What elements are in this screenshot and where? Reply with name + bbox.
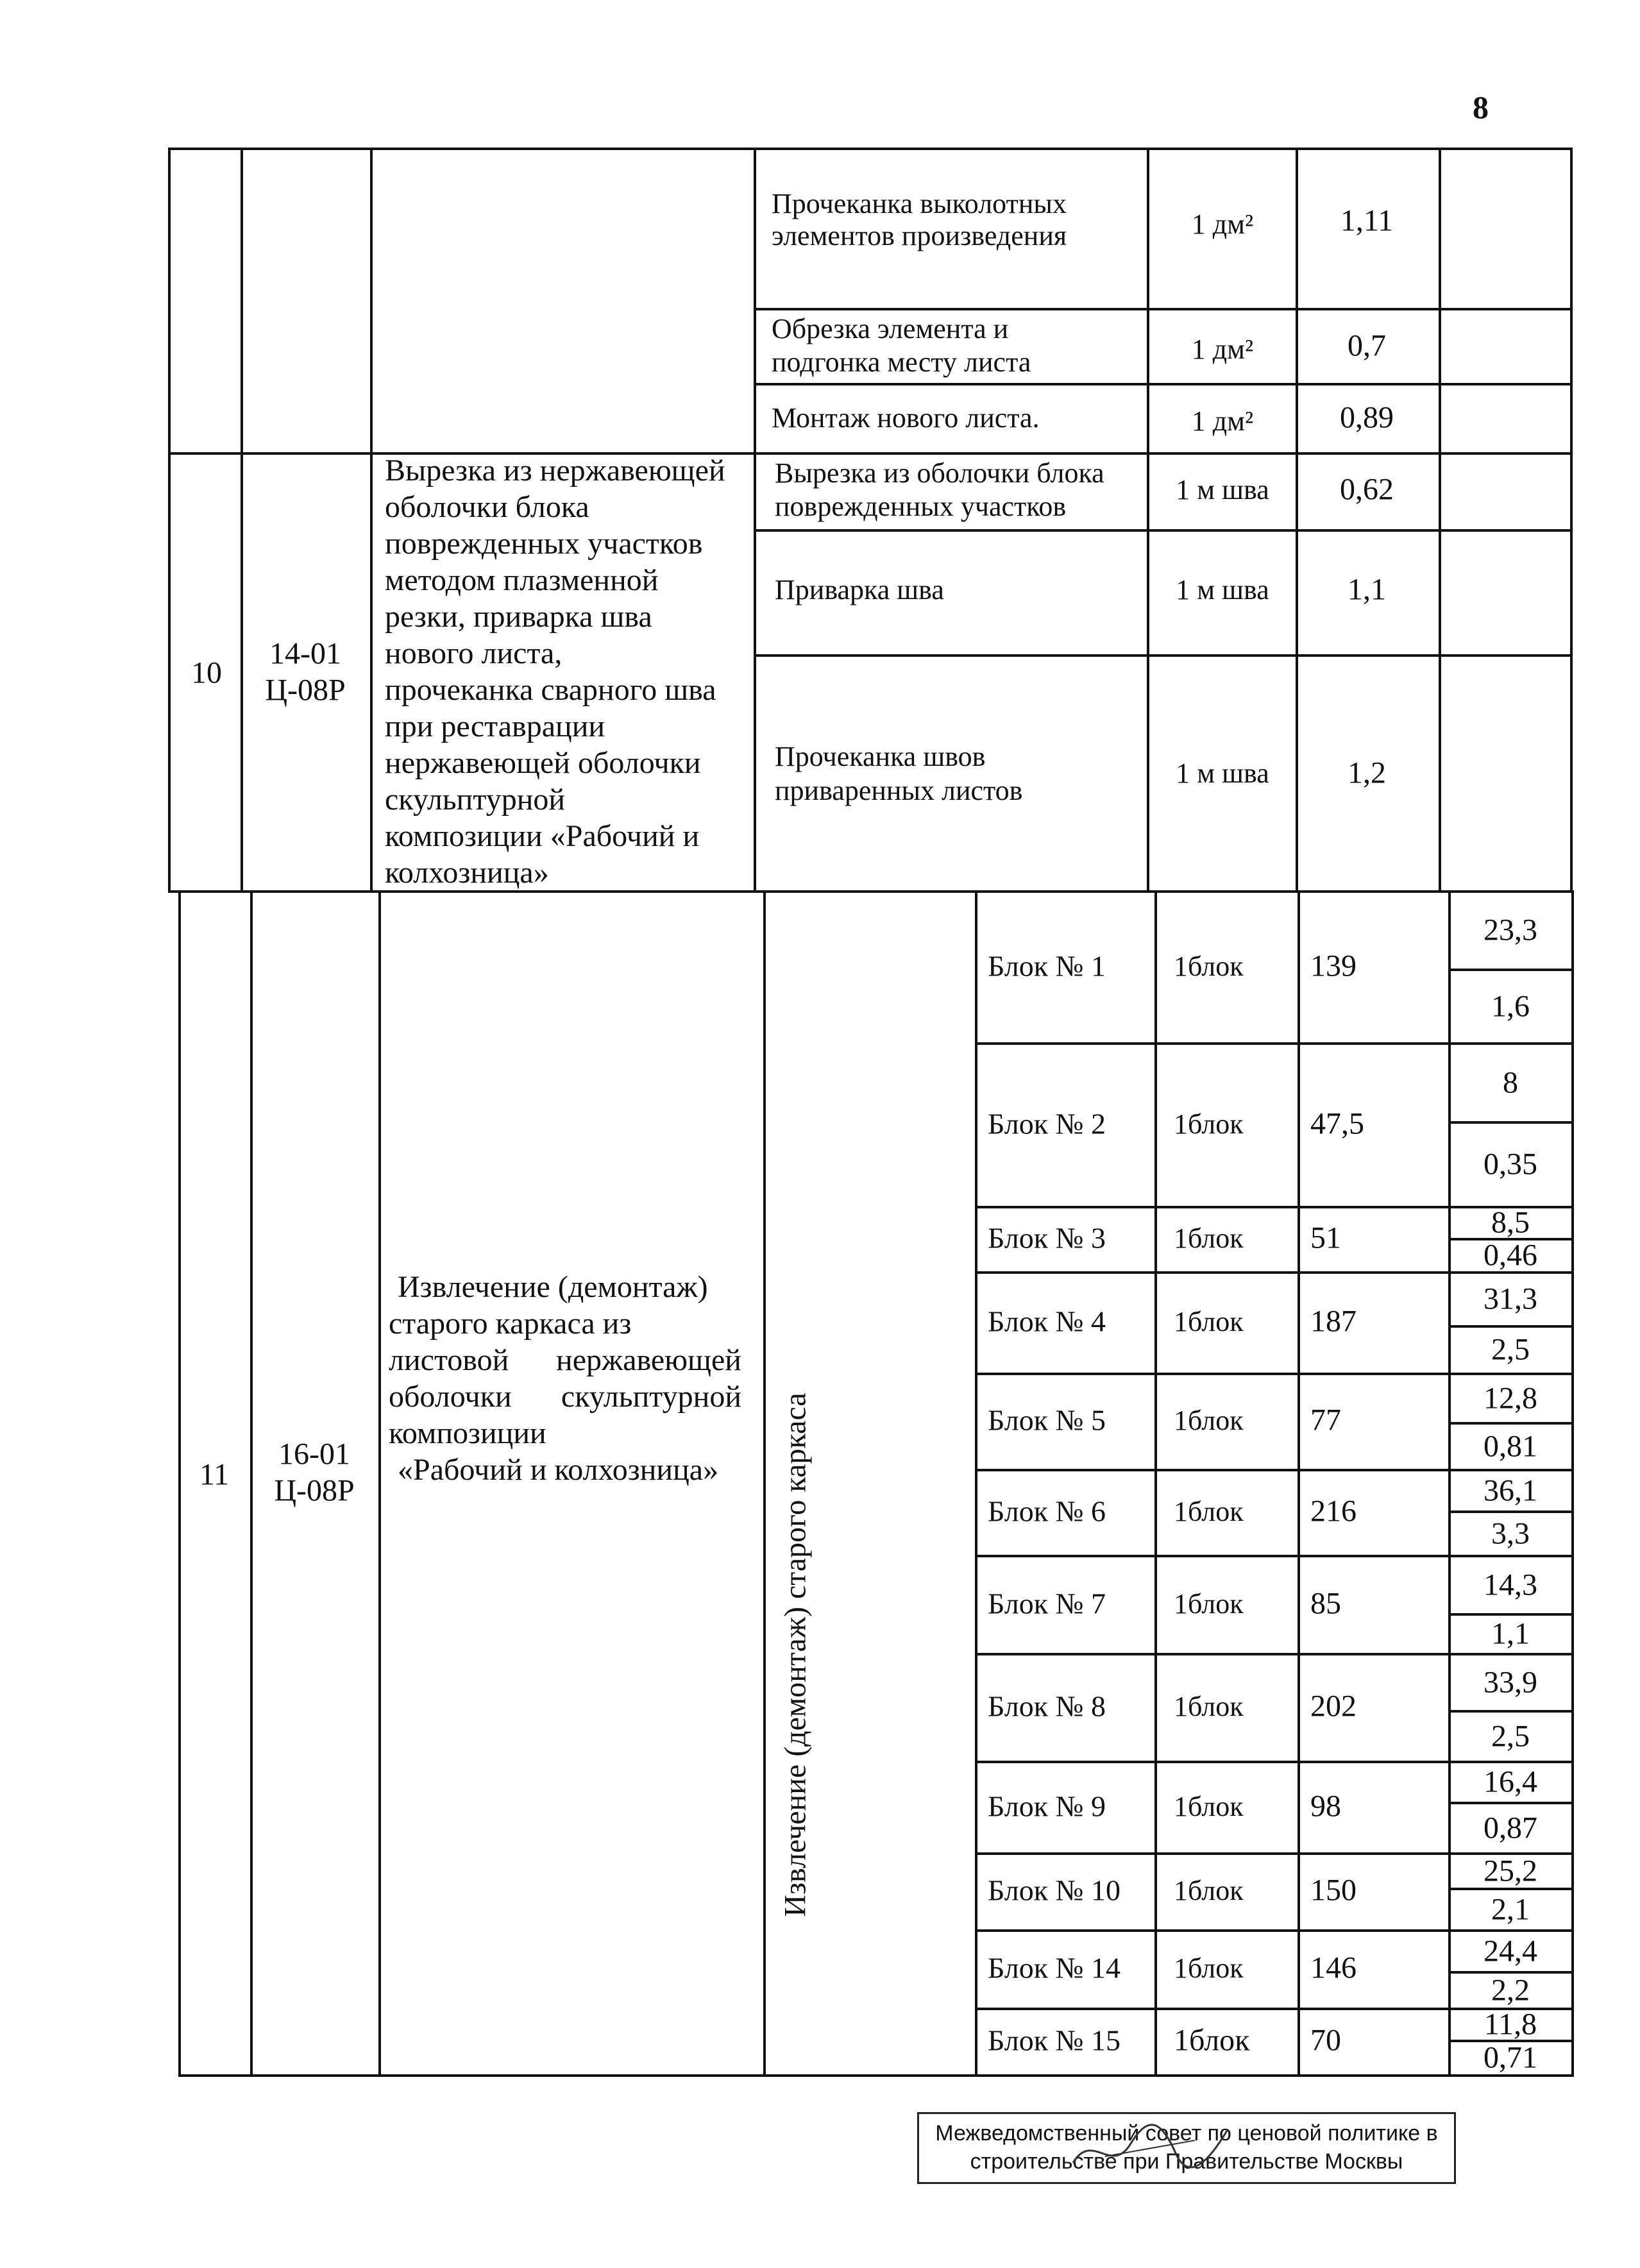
block-name: Блок № 9 xyxy=(988,1790,1106,1823)
table-border-v xyxy=(1570,148,1573,893)
block-value-1: 12,8 xyxy=(1484,1381,1537,1416)
norm-code: Ц-08Р xyxy=(265,673,346,707)
work-name: Монтаж нового листа. xyxy=(772,402,1040,434)
block-value: 146 xyxy=(1310,1951,1357,1985)
row11-description xyxy=(389,1269,741,1488)
block-value-2: 0,81 xyxy=(1484,1429,1537,1464)
vertical-work-label: Извлечение (демонтаж) старого каркаса xyxy=(778,1392,813,1917)
norm-code: 16-01 xyxy=(278,1437,350,1471)
block-value-2: 1,1 xyxy=(1491,1616,1530,1651)
table-border-h xyxy=(1448,1613,1574,1616)
block-value-2: 2,5 xyxy=(1491,1719,1530,1754)
unit-cell: 1 дм² xyxy=(1191,208,1254,240)
block-name: Блок № 7 xyxy=(988,1587,1106,1620)
block-name: Блок № 8 xyxy=(988,1689,1106,1723)
block-value-1: 11,8 xyxy=(1484,2007,1537,2042)
description-line: прочеканка сварного шва xyxy=(385,673,716,707)
table-border-v xyxy=(1571,890,1574,2077)
block-unit: 1блок xyxy=(1174,1874,1244,1906)
block-unit: 1блок xyxy=(1174,1495,1244,1527)
block-value: 51 xyxy=(1310,1221,1341,1255)
block-value-1: 8,5 xyxy=(1491,1205,1530,1240)
table-border-h xyxy=(754,654,1573,657)
row-number: 11 xyxy=(199,1457,230,1492)
description-line: оболочки скульптурной xyxy=(389,1380,741,1414)
block-unit: 1блок xyxy=(1174,2023,1250,2058)
block-value-1: 24,4 xyxy=(1484,1934,1537,1968)
block-name: Блок № 4 xyxy=(988,1305,1106,1338)
block-value-2: 2,2 xyxy=(1491,1973,1530,2008)
page-number: 8 xyxy=(1473,89,1489,125)
table-border-h xyxy=(1448,1710,1574,1713)
value-cell: 1,1 xyxy=(1348,572,1386,607)
description-line: колхозница» xyxy=(385,856,549,890)
work-name: приваренных листов xyxy=(775,774,1023,806)
block-value: 150 xyxy=(1310,1873,1357,1908)
description-line: Извлечение (демонтаж) xyxy=(398,1270,708,1304)
description-line: оболочки блока xyxy=(385,490,589,524)
unit-cell: 1 дм² xyxy=(1191,333,1254,365)
table-border-h xyxy=(168,148,1573,150)
table-border-h xyxy=(754,308,1573,310)
work-name: поврежденных участков xyxy=(775,490,1067,522)
description-line: при реставрации xyxy=(385,709,605,743)
block-unit: 1блок xyxy=(1174,1108,1244,1140)
block-value-2: 2,1 xyxy=(1491,1892,1530,1927)
row-number: 10 xyxy=(191,656,222,690)
block-name: Блок № 5 xyxy=(988,1403,1106,1437)
value-cell: 0,7 xyxy=(1348,328,1386,363)
unit-cell: 1 м шва xyxy=(1176,757,1269,789)
value-cell: 0,62 xyxy=(1340,472,1394,507)
unit-cell: 1 м шва xyxy=(1176,573,1269,605)
block-unit: 1блок xyxy=(1174,1790,1244,1822)
block-value: 47,5 xyxy=(1310,1106,1364,1141)
table-border-h xyxy=(975,1555,1574,1557)
description-line: Вырезка из нержавеющей xyxy=(385,453,725,487)
description-line: листовой нержавеющей xyxy=(389,1343,741,1377)
value-cell: 0,89 xyxy=(1340,400,1394,435)
row10-description xyxy=(385,452,725,891)
table-border-v xyxy=(763,890,766,2077)
block-name: Блок № 2 xyxy=(988,1107,1106,1140)
table-border-v xyxy=(1147,148,1149,893)
table-border-h xyxy=(754,529,1573,532)
value-cell: 1,2 xyxy=(1348,756,1386,790)
block-value: 187 xyxy=(1310,1304,1357,1339)
block-value-1: 25,2 xyxy=(1484,1854,1537,1888)
block-unit: 1блок xyxy=(1174,1404,1244,1436)
table-border-h xyxy=(168,452,1573,455)
table-border-v xyxy=(1154,890,1157,2077)
work-name: элементов произведения xyxy=(772,219,1067,251)
work-name: Приварка шва xyxy=(775,573,944,605)
work-name: подгонка месту листа xyxy=(772,346,1031,378)
table-border-h xyxy=(975,1929,1574,1932)
block-value-2: 0,46 xyxy=(1484,1238,1537,1273)
description-line: методом плазменной xyxy=(385,563,659,597)
table-border-h xyxy=(975,1206,1574,1208)
table-border-h xyxy=(754,383,1573,385)
table-border-v xyxy=(378,890,381,2077)
block-value-2: 2,5 xyxy=(1491,1332,1530,1367)
block-name: Блок № 6 xyxy=(988,1494,1106,1528)
table-border-v xyxy=(1298,890,1300,2077)
description-line: скульптурной xyxy=(385,783,566,817)
table-border-h xyxy=(1448,1511,1574,1513)
block-value-2: 0,71 xyxy=(1484,2040,1537,2075)
value-cell: 1,11 xyxy=(1340,203,1394,238)
table-border-v xyxy=(1448,890,1451,2077)
table-border-v xyxy=(370,148,373,893)
work-name: Прочеканка швов xyxy=(775,740,986,772)
description-line: поврежденных участков xyxy=(385,527,703,561)
block-value-2: 3,3 xyxy=(1491,1516,1530,1551)
block-value-1: 36,1 xyxy=(1484,1473,1537,1508)
block-value: 85 xyxy=(1310,1586,1341,1621)
description-line: нержавеющей оболочки xyxy=(385,746,701,780)
block-name: Блок № 14 xyxy=(988,1951,1120,1985)
table-border-v xyxy=(178,890,181,2077)
approval-stamp xyxy=(917,2112,1456,2184)
block-unit: 1блок xyxy=(1174,1690,1244,1722)
block-value: 70 xyxy=(1310,2023,1341,2058)
table-border-h xyxy=(1448,1121,1574,1124)
description-line: резки, приварка шва xyxy=(385,600,652,634)
block-unit: 1блок xyxy=(1174,1587,1244,1620)
block-value-1: 23,3 xyxy=(1484,913,1537,947)
block-unit: 1блок xyxy=(1174,950,1244,982)
description-line: «Рабочий и колхозница» xyxy=(398,1453,719,1487)
block-name: Блок № 3 xyxy=(988,1221,1106,1255)
description-line: нового листа, xyxy=(385,636,562,670)
block-value: 139 xyxy=(1310,949,1357,983)
table-border-v xyxy=(168,148,171,893)
description-line: старого каркаса из xyxy=(389,1307,632,1341)
block-unit: 1блок xyxy=(1174,1952,1244,1984)
block-value: 202 xyxy=(1310,1689,1357,1723)
table-border-h xyxy=(975,1469,1574,1471)
table-border-v xyxy=(975,890,977,2077)
block-value-1: 31,3 xyxy=(1484,1282,1537,1316)
block-value-2: 0,35 xyxy=(1484,1147,1537,1181)
table-border-h xyxy=(975,1653,1574,1655)
block-value-1: 33,9 xyxy=(1484,1665,1537,1700)
table-border-h xyxy=(975,1042,1574,1045)
table-border-h xyxy=(1448,969,1574,971)
block-value: 98 xyxy=(1310,1789,1341,1824)
block-value-2: 1,6 xyxy=(1491,989,1530,1024)
unit-cell: 1 дм² xyxy=(1191,405,1254,437)
table-border-h xyxy=(1448,1325,1574,1328)
block-unit: 1блок xyxy=(1174,1305,1244,1337)
table-border-v xyxy=(241,148,243,893)
table-border-h xyxy=(1448,1422,1574,1425)
block-value-1: 8 xyxy=(1503,1065,1518,1100)
work-name: Прочеканка выколотных xyxy=(772,187,1067,219)
block-unit: 1блок xyxy=(1174,1222,1244,1254)
stamp-line-2: строительстве при Правительстве Москвы xyxy=(970,2149,1403,2174)
description-line: композиции xyxy=(389,1416,546,1450)
block-name: Блок № 1 xyxy=(988,949,1106,983)
norm-code: Ц-08Р xyxy=(274,1473,355,1508)
table-border-h xyxy=(1448,1802,1574,1804)
table-border-v xyxy=(1296,148,1298,893)
table-border-h xyxy=(975,1761,1574,1763)
work-name: Вырезка из оболочки блока xyxy=(775,457,1104,489)
signature-icon xyxy=(1067,2118,1233,2176)
norm-code: 14-01 xyxy=(269,636,341,671)
block-value-1: 16,4 xyxy=(1484,1764,1537,1799)
block-value: 216 xyxy=(1310,1494,1357,1528)
table-border-v xyxy=(250,890,253,2077)
block-value-2: 0,87 xyxy=(1484,1811,1537,1845)
block-name: Блок № 10 xyxy=(988,1874,1120,1907)
work-name: Обрезка элемента и xyxy=(772,312,1009,344)
table-border-h xyxy=(178,2074,1574,2077)
block-value-1: 14,3 xyxy=(1484,1568,1537,1602)
block-value: 77 xyxy=(1310,1403,1341,1437)
table-border-v xyxy=(754,148,756,893)
table-border-h xyxy=(975,1373,1574,1375)
block-name: Блок № 15 xyxy=(988,2024,1120,2057)
unit-cell: 1 м шва xyxy=(1176,473,1269,505)
stamp-line-1: Межведомственный совет по ценовой политике в xyxy=(935,2121,1438,2145)
description-line: композиции «Рабочий и xyxy=(385,819,700,853)
table-border-v xyxy=(1439,148,1441,893)
